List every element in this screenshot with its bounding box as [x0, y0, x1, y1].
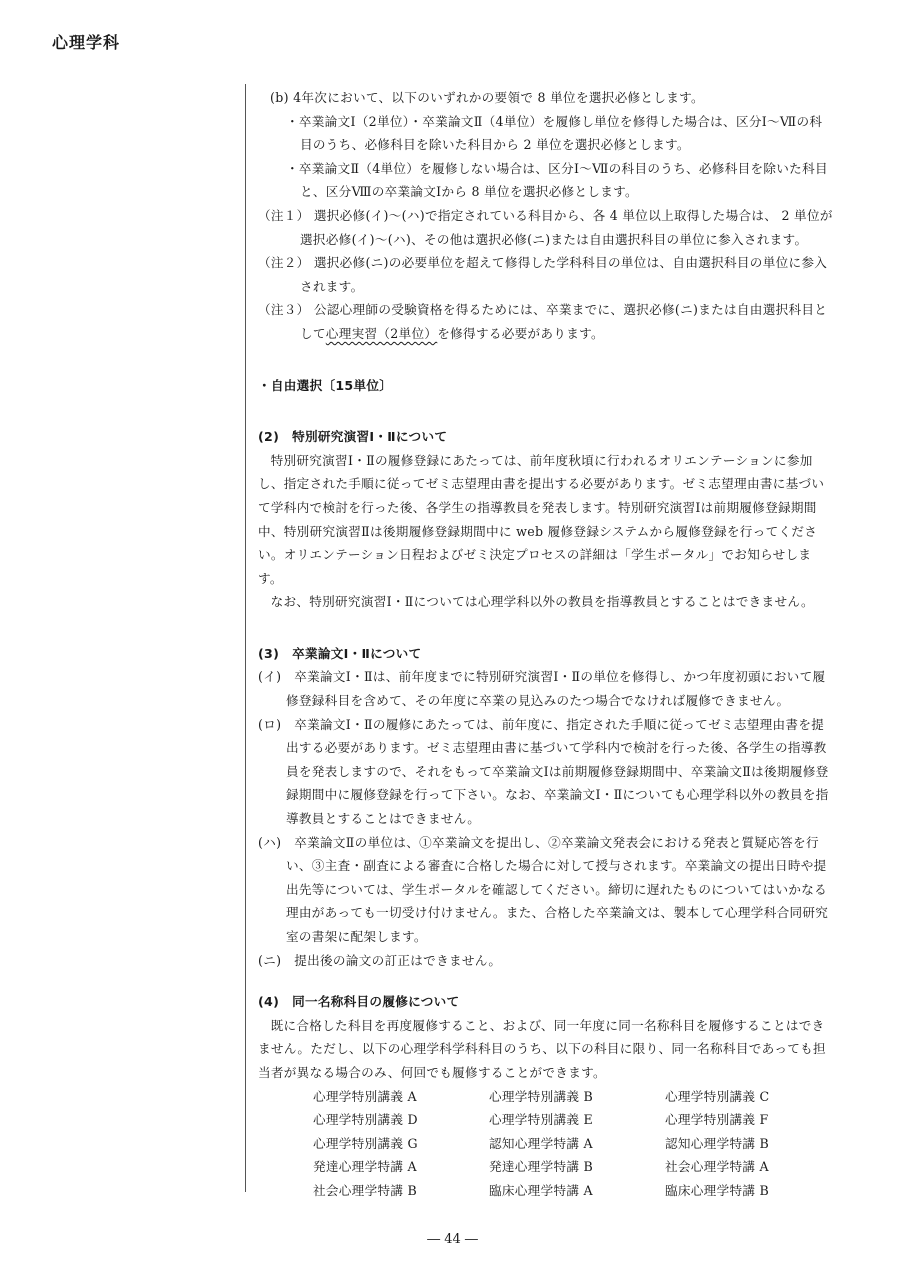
course-item: 心理学特別講義 G	[313, 1135, 418, 1151]
department-title: 心理学科	[52, 33, 121, 52]
course-item: 心理学特別講義 D	[313, 1112, 418, 1128]
note-2: （注２） 選択必修(ニ)の必要単位を超えて修得した学科科目の単位は、自由選択科目の単位に参入されます。	[258, 255, 828, 294]
item-label: (イ)	[258, 669, 282, 685]
course-item: 心理学特別講義 B	[489, 1088, 594, 1104]
course-item: 社会心理学特講 A	[665, 1159, 769, 1175]
note-3	[258, 298, 833, 345]
section-3-heading: (3) 卒業論文Ⅰ・Ⅱについて	[258, 645, 422, 661]
section-4-para: 既に合格した科目を再度履修すること、および、同一年度に同一名称科目を履修することはできません。ただし、以下の心理学科学科科目のうち、以下の科目に限り、同一名称科目であっても担当者が異なる場合のみ、何回でも履修することができます。	[258, 1017, 826, 1080]
item-label: (ニ)	[258, 952, 282, 968]
course-list	[313, 1085, 833, 1203]
course-item: 発達心理学特講 A	[313, 1159, 417, 1175]
note-3-post: を修得する必要があります。	[437, 325, 604, 341]
b-bullet-2: ・卒業論文Ⅱ（4単位）を履修しない場合は、区分Ⅰ～Ⅶの科目のうち、必修科目を除いた科目と、区分Ⅷの卒業論文Ⅰから 8 単位を選択必修とします。	[286, 160, 828, 200]
page-number: ― 44 ―	[427, 1232, 478, 1247]
item-text: 卒業論文Ⅰ・Ⅱの履修にあたっては、前年度に、指定された手順に従ってゼミ志望理由書を提出する必要があります。ゼミ志望理由書に基づいて学科内で検討を行った後、各学生の指導教員を発表しますので、それをもって卒業論文Ⅰは前期履修登録期間中、卒業論文Ⅱは後期履修登録期間中に履修登録を行って下さい。なお、卒業論文Ⅰ・Ⅱについても心理学科以外の教員を指導教員とすることはできません。	[286, 716, 829, 827]
b-bullet-1: ・卒業論文Ⅰ（2単位）・卒業論文Ⅱ（4単位）を履修し単位を修得した場合は、区分Ⅰ～Ⅶの科目のうち、必修科目を除いた科目から 2 単位を選択必修とします。	[286, 113, 823, 153]
note-3-pre: （注３） 公認心理師の受験資格を得るためには、卒業までに、選択必修(ニ)または自由選択科目として	[258, 302, 828, 341]
b-intro: (b) 4年次において、以下のいずれかの要領で 8 単位を選択必修とします。	[270, 90, 704, 105]
course-item: 社会心理学特講 B	[313, 1182, 418, 1198]
course-item: 心理学特別講義 C	[665, 1088, 770, 1104]
margin-rule	[245, 84, 246, 1192]
section-2-para-2: なお、特別研究演習Ⅰ・Ⅱについては心理学科以外の教員を指導教員とすることはできません。	[270, 594, 814, 610]
item-text: 卒業論文Ⅰ・Ⅱは、前年度までに特別研究演習Ⅰ・Ⅱの単位を修得し、かつ年度初頭において履修登録科目を含めて、その年度に卒業の見込みのたつ場合でなければ履修できません。	[286, 669, 826, 709]
course-item: 心理学特別講義 F	[665, 1112, 769, 1128]
item-text: 卒業論文Ⅱの単位は、①卒業論文を提出し、②卒業論文発表会における発表と質疑応答を行い、③主査・副査による審査に合格した場合に対して授与されます。卒業論文の提出日時や提出先等については、学生ポータルを確認してください。締切に遅れたものについてはいかなる理由があっても一切受け付けません。また、合格した卒業論文は、製本して心理学科合同研究室の書架に配架します。	[286, 834, 829, 944]
course-item: 臨床心理学特講 B	[665, 1182, 770, 1198]
section-2-para-1: 特別研究演習Ⅰ・Ⅱの履修登録にあたっては、前年度秋頃に行われるオリエンテーションに参加し、指定された手順に従ってゼミ志望理由書を提出する必要があります。ゼミ志望理由書に基づいて学科内で検討を行った後、各学生の指導教員を発表します。特別研究演習Ⅰは前期履修登録期間中、特別研究演習Ⅱは後期履修登録期間中に web 履修登録システムから履修登録を行ってください。オリエンテーション日程およびゼミ決定プロセスの詳細は「学生ポータル」でお知らせします。	[258, 452, 825, 586]
note-3-emphasis: 心理実習（2単位）	[325, 325, 438, 341]
item-label: (ハ)	[258, 834, 282, 850]
section-3-item	[258, 949, 833, 973]
course-item: 心理学特別講義 A	[313, 1088, 417, 1104]
section-3-item	[258, 831, 833, 949]
free-selection-heading: ・自由選択〔15単位〕	[258, 377, 393, 393]
note-1: （注１） 選択必修(イ)～(ハ)で指定されている科目から、各 4 単位以上取得した場合は、 2 単位が選択必修(イ)～(ハ)、その他は選択必修(ニ)または自由選択科目の単位に参入されます。	[258, 207, 833, 247]
course-item: 臨床心理学特講 A	[489, 1182, 593, 1198]
section-3-item	[258, 713, 833, 831]
course-item: 認知心理学特講 A	[489, 1135, 593, 1151]
item-text: 提出後の論文の訂正はできません。	[294, 952, 502, 968]
section-4-heading: (4) 同一名称科目の履修について	[258, 994, 460, 1010]
item-label: (ロ)	[258, 716, 282, 732]
section-2-heading: (2) 特別研究演習Ⅰ・Ⅱについて	[258, 429, 448, 445]
course-item: 認知心理学特講 B	[665, 1135, 770, 1151]
course-item: 心理学特別講義 E	[489, 1112, 594, 1128]
section-3-item	[258, 665, 833, 712]
course-item: 発達心理学特講 B	[489, 1159, 594, 1175]
page-content	[258, 86, 833, 1203]
